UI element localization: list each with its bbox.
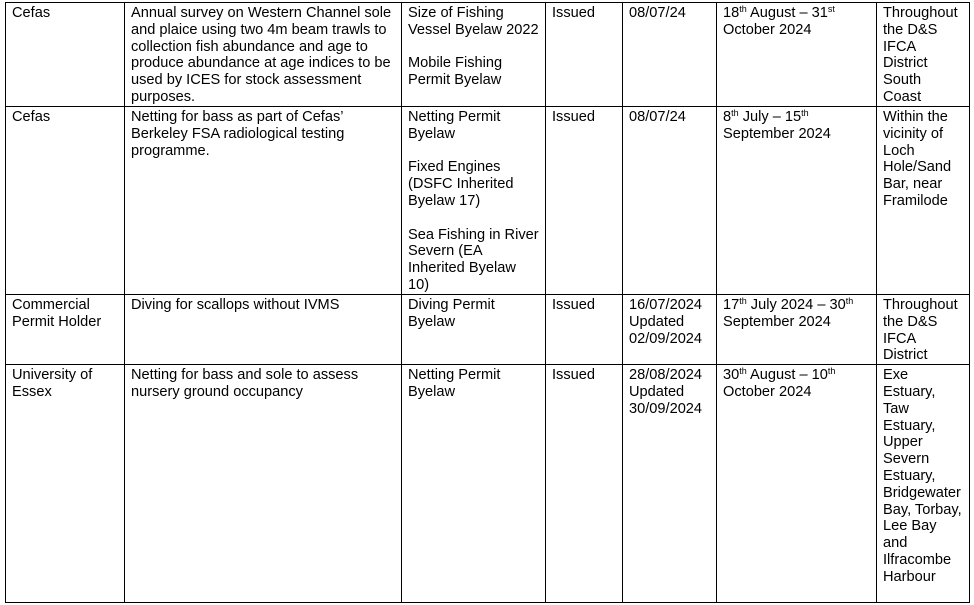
byelaw-item: Fixed Engines (DSFC Inherited Byelaw 17) — [408, 159, 514, 209]
status-cell: Issued — [546, 3, 623, 107]
organisation-cell: Cefas — [6, 3, 125, 107]
byelaw-item: Diving Permit Byelaw — [408, 297, 495, 330]
byelaw-cell — [402, 295, 546, 365]
organisation-cell: Commercial Permit Holder — [6, 295, 125, 365]
organisation-cell: University of Essex — [6, 365, 125, 603]
location-cell: Within the vicinity of Loch Hole/Sand Bar, near Framilode — [877, 107, 970, 295]
permits-table — [5, 2, 970, 603]
period-cell: 8th July – 15th September 2024 — [717, 107, 877, 295]
location-cell: Throughout the D&S IFCA District South Coast — [877, 3, 970, 107]
byelaw-item: Netting Permit Byelaw — [408, 109, 501, 142]
date-issued: 08/07/24 — [629, 109, 686, 125]
byelaw-item: Size of Fishing Vessel Byelaw 2022 — [408, 5, 539, 38]
date-issued: 28/08/2024 — [629, 367, 703, 384]
byelaw-cell — [402, 107, 546, 295]
period-cell: 30th August – 10th October 2024 — [717, 365, 877, 603]
table-row — [6, 365, 970, 603]
byelaw-item: Sea Fishing in River Severn (EA Inherited Byelaw 10) — [408, 226, 539, 293]
byelaw-cell — [402, 365, 546, 603]
purpose-cell: Diving for scallops without IVMS — [125, 295, 402, 365]
date-cell — [623, 295, 717, 365]
byelaw-cell — [402, 3, 546, 107]
byelaw-item: Netting Permit Byelaw — [408, 367, 501, 400]
status-cell: Issued — [546, 295, 623, 365]
date-cell — [623, 3, 717, 107]
byelaw-item: Mobile Fishing Permit Byelaw — [408, 55, 503, 89]
date-issued: 16/07/2024 — [629, 297, 703, 313]
table-row — [6, 3, 970, 107]
purpose-cell: Annual survey on Western Channel sole and plaice using two 4m beam trawls to collection fish abundance and age to produce abundance at age indices to be used by ICES for stock assessment purposes. — [125, 3, 402, 107]
period-cell: 18th August – 31st October 2024 — [717, 3, 877, 107]
status-cell: Issued — [546, 365, 623, 603]
status-cell: Issued — [546, 107, 623, 295]
date-cell — [623, 365, 717, 603]
date-issued: 08/07/24 — [629, 5, 686, 21]
location-cell: Exe Estuary, Taw Estuary, Upper Severn Estuary, Bridgewater Bay, Torbay, Lee Bay and Ilfracombe Harbour — [877, 365, 970, 603]
period-cell: 17th July 2024 – 30th September 2024 — [717, 295, 877, 365]
organisation-cell: Cefas — [6, 107, 125, 295]
purpose-cell: Netting for bass and sole to assess nursery ground occupancy — [125, 365, 402, 603]
purpose-cell: Netting for bass as part of Cefas’ Berkeley FSA radiological testing programme. — [125, 107, 402, 295]
location-cell: Throughout the D&S IFCA District — [877, 295, 970, 365]
date-cell — [623, 107, 717, 295]
date-updated: Updated 30/09/2024 — [629, 383, 703, 417]
date-updated: Updated 02/09/2024 — [629, 313, 703, 347]
table-row — [6, 107, 970, 295]
table-row — [6, 295, 970, 365]
